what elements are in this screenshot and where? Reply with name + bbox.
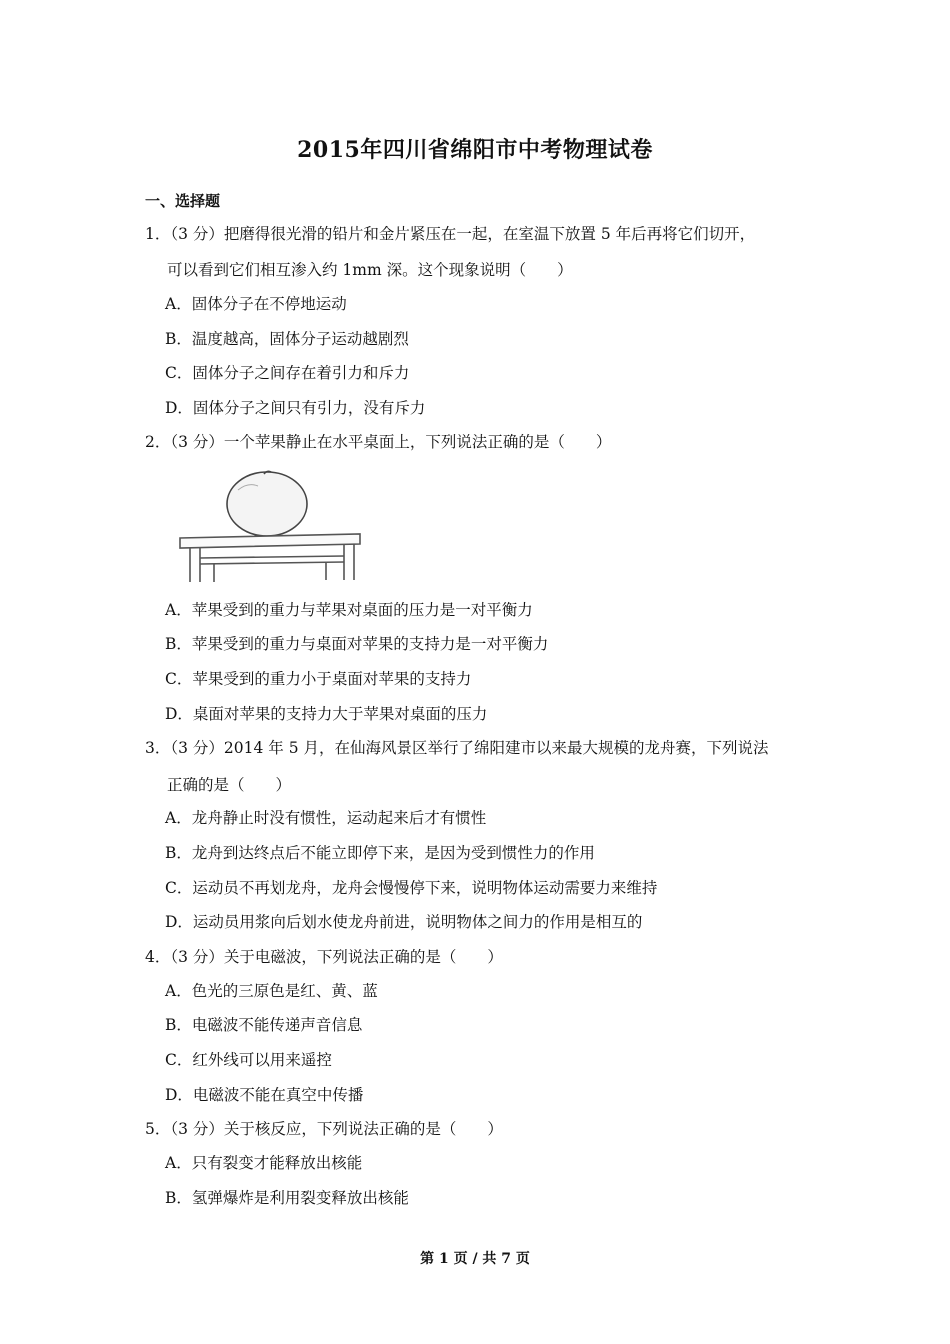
question-4-option-d: D．电磁波不能在真空中传播 <box>165 1086 364 1104</box>
question-1-stem: 1．（3 分）把磨得很光滑的铅片和金片紧压在一起，在室温下放置 5 年后再将它们切开， <box>145 225 756 243</box>
question-5-option-b: B．氢弹爆炸是利用裂变释放出核能 <box>165 1189 409 1207</box>
question-5-stem: 5．（3 分）关于核反应，下列说法正确的是（ ） <box>145 1120 503 1138</box>
question-2-stem: 2．（3 分）一个苹果静止在水平桌面上，下列说法正确的是（ ） <box>145 433 612 451</box>
question-4-option-a: A．色光的三原色是红、黄、蓝 <box>165 982 378 1000</box>
question-5-option-a: A．只有裂变才能释放出核能 <box>165 1154 363 1172</box>
question-4-option-c: C．红外线可以用来遥控 <box>165 1051 332 1069</box>
question-1-stem-continued: 可以看到它们相互渗入约 1mm 深。这个现象说明（ ） <box>167 261 573 279</box>
question-3-stem: 3．（3 分）2014 年 5 月，在仙海风景区举行了绵阳建市以来最大规模的龙舟赛，下列说法 <box>145 739 769 757</box>
question-1-option-c: C．固体分子之间存在着引力和斥力 <box>165 364 410 382</box>
question-4-stem: 4．（3 分）关于电磁波，下列说法正确的是（ ） <box>145 948 503 966</box>
page-footer: 第 1 页 / 共 7 页 <box>420 1251 530 1267</box>
question-2-option-b: B．苹果受到的重力与桌面对苹果的支持力是一对平衡力 <box>165 635 549 653</box>
question-3-option-c: C．运动员不再划龙舟，龙舟会慢慢停下来，说明物体运动需要力来维持 <box>165 879 658 897</box>
question-1-option-d: D．固体分子之间只有引力，没有斥力 <box>165 399 426 417</box>
question-3-option-a: A．龙舟静止时没有惯性，运动起来后才有惯性 <box>165 809 487 827</box>
question-3-option-b: B．龙舟到达终点后不能立即停下来，是因为受到惯性力的作用 <box>165 844 595 862</box>
question-2-option-d: D．桌面对苹果的支持力大于苹果对桌面的压力 <box>165 705 488 723</box>
section-heading: 一、选择题 <box>145 192 221 210</box>
question-2-option-a: A．苹果受到的重力与苹果对桌面的压力是一对平衡力 <box>165 601 533 619</box>
question-4-option-b: B．电磁波不能传递声音信息 <box>165 1016 363 1034</box>
apple-on-table-figure <box>178 468 364 586</box>
page-title: 2015年四川省绵阳市中考物理试卷 <box>297 137 653 163</box>
question-3-option-d: D．运动员用浆向后划水使龙舟前进，说明物体之间力的作用是相互的 <box>165 913 643 931</box>
question-3-stem-continued: 正确的是（ ） <box>167 776 292 794</box>
question-2-option-c: C．苹果受到的重力小于桌面对苹果的支持力 <box>165 670 472 688</box>
question-1-option-b: B．温度越高，固体分子运动越剧烈 <box>165 330 409 348</box>
question-1-option-a: A．固体分子在不停地运动 <box>165 295 347 313</box>
